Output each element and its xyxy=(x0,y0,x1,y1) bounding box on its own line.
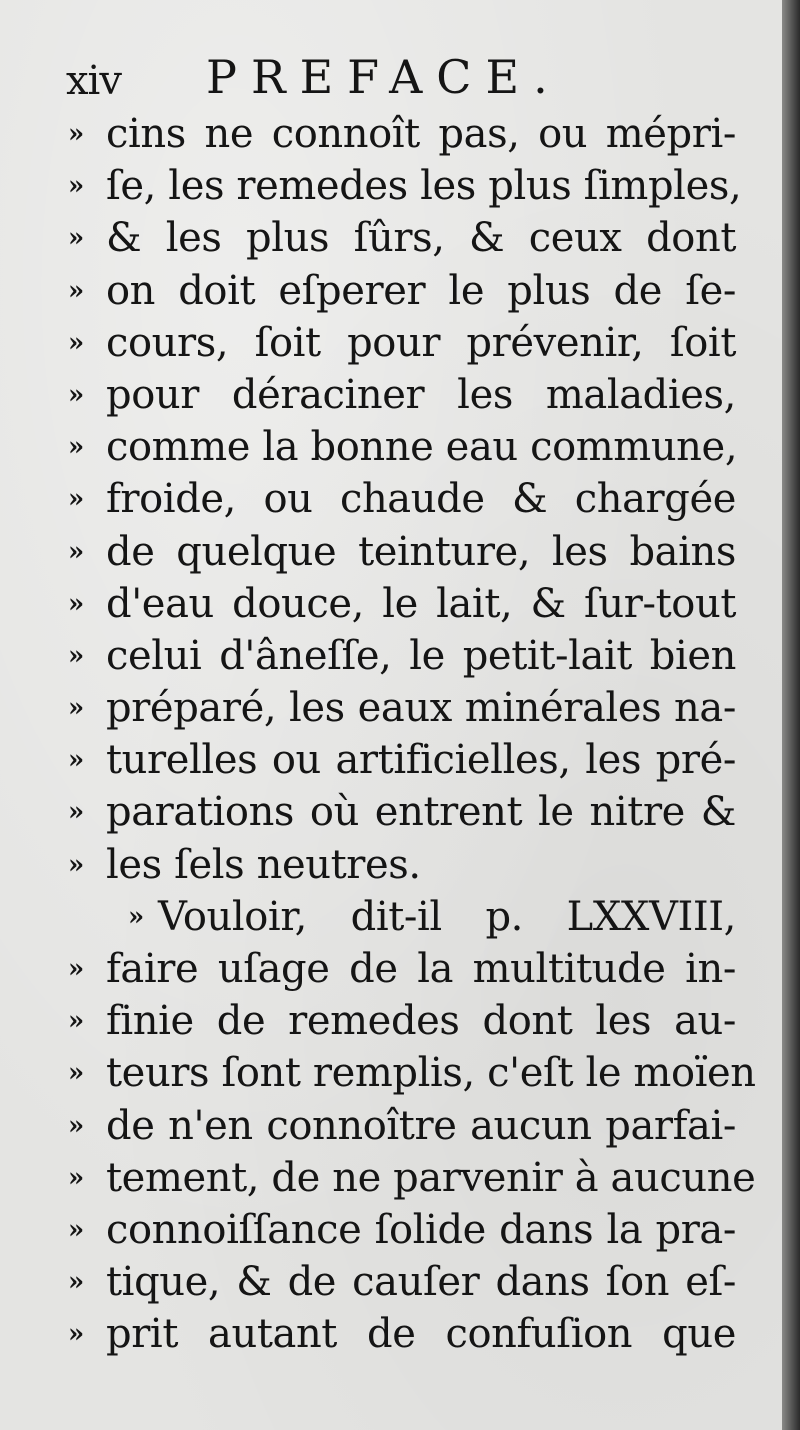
line-text: tique, & de cauſer dans ſon eſ- xyxy=(106,1259,736,1306)
text-line xyxy=(62,317,742,369)
quote-mark: » xyxy=(68,432,85,463)
line-text: & les plus ſûrs, & ceux dont xyxy=(106,215,736,262)
quote-mark: » xyxy=(68,1267,85,1298)
text-line xyxy=(62,995,742,1047)
quote-mark: » xyxy=(68,171,85,202)
quote-mark: » xyxy=(68,1319,85,1350)
quote-mark: » xyxy=(68,275,85,306)
quote-mark: » xyxy=(68,1214,85,1245)
line-text: Vouloir, dit-il p. LXXVIII, xyxy=(158,893,736,940)
line-text: préparé, les eaux minérales na- xyxy=(106,685,736,732)
text-line xyxy=(62,1152,756,1204)
running-title: PREFACE. xyxy=(206,50,562,104)
line-text: les ſels neutres. xyxy=(106,841,421,888)
line-text: prit autant de confuſion que xyxy=(106,1311,736,1358)
line-text: turelles ou artificielles, les pré- xyxy=(106,737,736,784)
text-line xyxy=(62,943,742,995)
text-line xyxy=(62,682,742,734)
line-text: froide, ou chaude & chargée xyxy=(106,476,736,523)
line-text: faire uſage de la multitude in- xyxy=(106,946,736,992)
line-text: celui d'âneſſe, le petit-lait bien xyxy=(106,632,736,679)
quote-mark: » xyxy=(68,797,85,828)
text-line xyxy=(62,108,742,160)
quote-mark: » xyxy=(68,640,85,671)
line-text: de n'en connoître aucun parfai- xyxy=(106,1102,736,1149)
text-line xyxy=(62,786,742,838)
text-line xyxy=(62,421,742,473)
line-text: connoiſſance ſolide dans la pra- xyxy=(106,1206,736,1253)
text-line xyxy=(62,265,742,317)
text-line xyxy=(62,1100,742,1152)
quote-mark: » xyxy=(68,536,85,567)
text-line xyxy=(62,630,742,682)
body-text xyxy=(62,108,756,1361)
text-line xyxy=(62,160,742,212)
line-text: parations où entrent le nitre & xyxy=(106,789,736,836)
text-line xyxy=(62,839,742,891)
quote-mark: » xyxy=(128,901,145,932)
quote-mark: » xyxy=(68,223,85,254)
text-line xyxy=(62,1308,742,1360)
quote-mark: » xyxy=(68,1110,85,1141)
quote-mark: » xyxy=(68,849,85,880)
quote-mark: » xyxy=(68,484,85,515)
text-line xyxy=(62,734,742,786)
quote-mark: » xyxy=(68,693,85,724)
text-line xyxy=(62,473,742,525)
line-text: de quelque teinture, les bains xyxy=(106,528,736,575)
quote-mark: » xyxy=(68,119,85,149)
page-edge-shadow xyxy=(782,0,800,1430)
page-header xyxy=(66,48,746,108)
line-text: pour déraciner les maladies, xyxy=(106,371,736,418)
quote-mark: » xyxy=(68,1058,85,1089)
line-text: ſe, les remedes les plus ſimples, xyxy=(106,163,742,210)
line-text: cins ne connoît pas, ou mépri- xyxy=(106,111,736,157)
line-text: teurs ſont remplis, c'eſt le moïen xyxy=(106,1050,756,1097)
line-text: tement, de ne parvenir à aucune xyxy=(106,1154,756,1201)
text-line xyxy=(62,369,742,421)
quote-mark: » xyxy=(68,745,85,776)
quote-mark: » xyxy=(68,954,85,984)
quote-mark: » xyxy=(68,327,85,358)
text-line xyxy=(62,891,742,943)
text-line xyxy=(62,1204,742,1256)
quote-mark: » xyxy=(68,1162,85,1193)
text-line xyxy=(62,1256,742,1308)
text-line xyxy=(62,578,742,630)
line-text: cours, ſoit pour prévenir, ſoit xyxy=(106,319,736,366)
quote-mark: » xyxy=(68,588,85,619)
line-text: d'eau douce, le lait, & ſur-tout xyxy=(106,580,736,627)
quote-mark: » xyxy=(68,1006,85,1037)
text-line xyxy=(62,212,742,264)
line-text: comme la bonne eau commune, xyxy=(106,424,738,471)
page-number: xiv xyxy=(66,58,121,104)
text-line xyxy=(62,1047,756,1099)
line-text: finie de remedes dont les au- xyxy=(106,998,736,1045)
text-line xyxy=(62,526,742,578)
quote-mark: » xyxy=(68,379,85,410)
line-text: on doit eſperer le plus de ſe- xyxy=(106,267,736,314)
